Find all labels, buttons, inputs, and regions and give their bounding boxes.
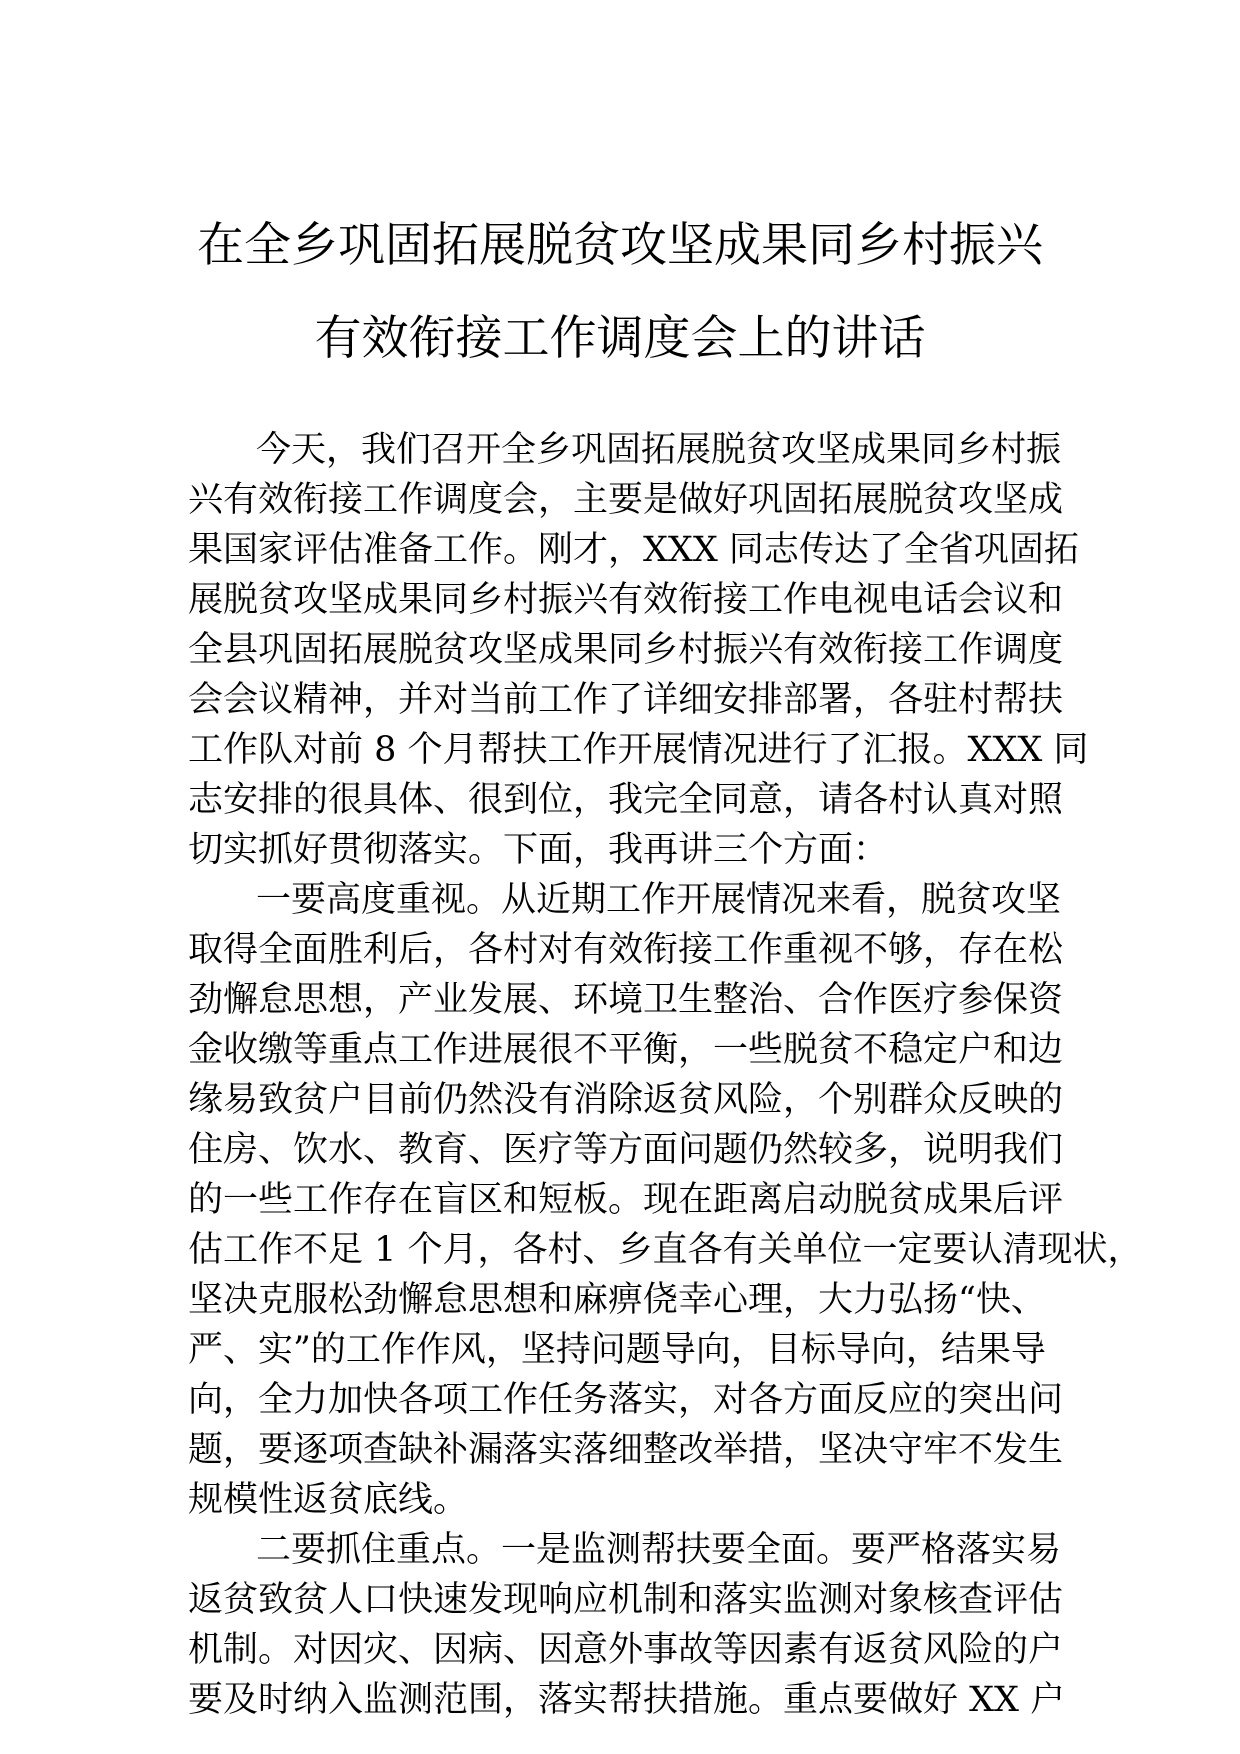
body-line: 缘易致贫户目前仍然没有消除返贫风险，个别群众反映的 bbox=[188, 1080, 1064, 1120]
body-line: 住房、饮水、教育、医疗等方面问题仍然较多，说明我们 bbox=[188, 1130, 1064, 1170]
body-line: 工作队对前 8 个月帮扶工作开展情况进行了汇报。XXX 同 bbox=[188, 730, 1089, 770]
body-line: 二要抓住重点。一是监测帮扶要全面。要严格落实易 bbox=[256, 1530, 1062, 1570]
body-line: 全县巩固拓展脱贫攻坚成果同乡村振兴有效衔接工作调度 bbox=[188, 630, 1064, 670]
document-body bbox=[188, 425, 1143, 1725]
body-line: 取得全面胜利后，各村对有效衔接工作重视不够，存在松 bbox=[188, 930, 1064, 970]
body-line: 向，全力加快各项工作任务落实，对各方面反应的突出问 bbox=[188, 1380, 1064, 1420]
body-line: 坚决克服松劲懈怠思想和麻痹侥幸心理，大力弘扬“快、 bbox=[188, 1280, 1046, 1320]
body-line: 今天，我们召开全乡巩固拓展脱贫攻坚成果同乡村振 bbox=[256, 430, 1062, 470]
body-line: 金收缴等重点工作进展很不平衡，一些脱贫不稳定户和边 bbox=[188, 1030, 1064, 1070]
body-line: 题，要逐项查缺补漏落实落细整改举措，坚决守牢不发生 bbox=[188, 1430, 1064, 1470]
body-line: 估工作不足 1 个月，各村、乡直各有关单位一定要认清现状， bbox=[188, 1230, 1143, 1270]
body-line: 会会议精神，并对当前工作了详细安排部署，各驻村帮扶 bbox=[188, 680, 1064, 720]
body-line: 志安排的很具体、很到位，我完全同意，请各村认真对照 bbox=[188, 780, 1064, 820]
body-line: 果国家评估准备工作。刚才，XXX 同志传达了全省巩固拓 bbox=[188, 530, 1079, 570]
body-line: 机制。对因灾、因病、因意外事故等因素有返贫风险的户 bbox=[188, 1630, 1064, 1670]
document-title-line-2: 有效衔接工作调度会上的讲话 bbox=[314, 311, 926, 366]
body-line: 一要高度重视。从近期工作开展情况来看，脱贫攻坚 bbox=[256, 880, 1062, 920]
body-line: 返贫致贫人口快速发现响应机制和落实监测对象核查评估 bbox=[188, 1580, 1064, 1620]
body-line: 的一些工作存在盲区和短板。现在距离启动脱贫成果后评 bbox=[188, 1180, 1064, 1220]
body-line: 严、实”的工作作风，坚持问题导向，目标导向，结果导 bbox=[188, 1330, 1046, 1370]
body-line: 兴有效衔接工作调度会，主要是做好巩固拓展脱贫攻坚成 bbox=[188, 480, 1064, 520]
body-line: 展脱贫攻坚成果同乡村振兴有效衔接工作电视电话会议和 bbox=[188, 580, 1064, 620]
body-line: 规模性返贫底线。 bbox=[188, 1480, 469, 1520]
document-title-line-1: 在全乡巩固拓展脱贫攻坚成果同乡村振兴 bbox=[197, 218, 1043, 273]
body-line: 劲懈怠思想，产业发展、环境卫生整治、合作医疗参保资 bbox=[188, 980, 1064, 1020]
body-line: 要及时纳入监测范围，落实帮扶措施。重点要做好 XX 户 bbox=[188, 1680, 1066, 1720]
body-line: 切实抓好贯彻落实。下面，我再讲三个方面： bbox=[188, 830, 889, 870]
